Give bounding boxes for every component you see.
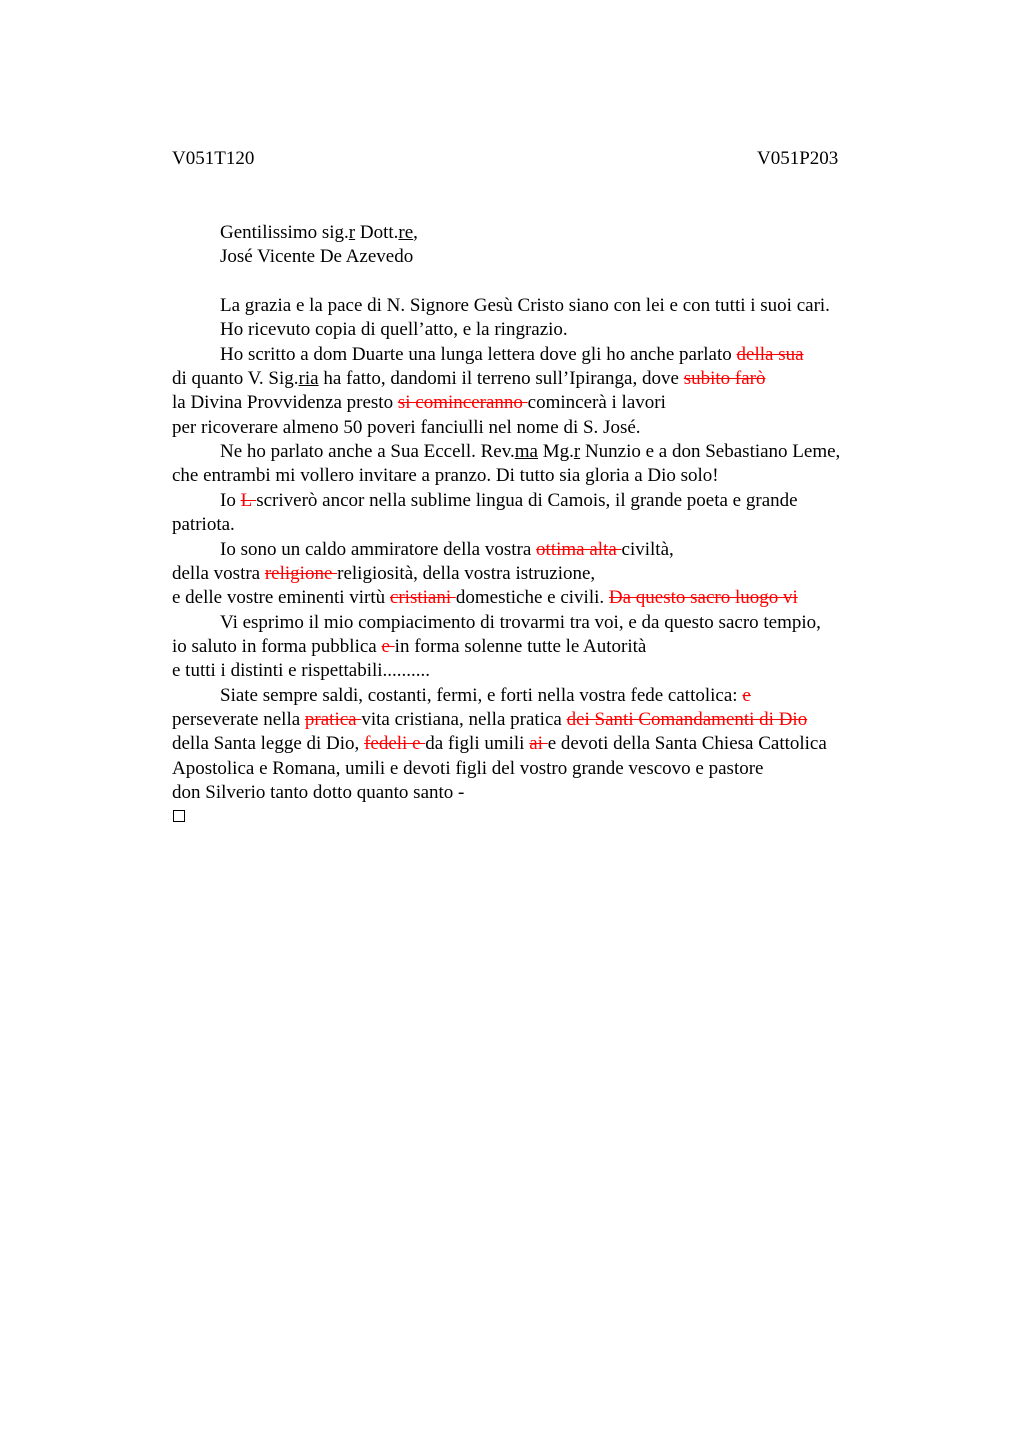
deleted-text: dei Santi Comandamenti di Dio <box>566 708 808 730</box>
text-segment: religiosità, della vostra istruzione, <box>337 562 596 584</box>
text-segment: Siate sempre saldi, costanti, fermi, e forti nella vostra fede cattolica: <box>220 684 743 706</box>
text-line <box>172 563 595 585</box>
text-segment: e devoti della Santa Chiesa Cattolica <box>547 733 827 755</box>
text-segment: patriota. <box>172 514 235 536</box>
text-line <box>220 344 804 366</box>
text-segment: che entrambi mi vollero invitare a pranzo. Di tutto sia gloria a Dio solo! <box>172 465 719 487</box>
text-segment: ha fatto, dandomi il terreno sull’Ipiranga, dove <box>318 368 684 390</box>
text-segment: Io sono un caldo ammiratore della vostra <box>220 538 537 560</box>
text-segment: Ho scritto a dom Duarte una lunga lettera dove gli ho anche parlato <box>220 343 737 365</box>
text-segment: della Santa legge di Dio, <box>172 733 365 755</box>
underlined-abbreviation: ria <box>298 368 319 390</box>
text-segment: per ricoverare almeno 50 poveri fanciulli nel nome di S. José. <box>172 416 641 438</box>
deleted-text: ottima alta <box>536 538 622 560</box>
deleted-text: ai <box>529 733 548 755</box>
addressee-name: José Vicente De Azevedo <box>220 246 414 267</box>
deleted-text: e <box>742 684 751 706</box>
document-code-left: V051T120 <box>172 148 255 169</box>
text-line <box>220 295 830 317</box>
text-line <box>172 392 666 414</box>
deleted-text: religione <box>264 562 338 584</box>
deleted-text: cristiani <box>389 587 456 609</box>
text-segment: Ne ho parlato anche a Sua Eccell. Rev. <box>220 441 515 463</box>
text-segment: domestiche e civili. <box>455 587 609 609</box>
text-segment: Io <box>220 489 241 511</box>
text-segment: io saluto in forma pubblica <box>172 635 382 657</box>
text-segment: e delle vostre eminenti virtù <box>172 587 390 609</box>
text-line <box>220 539 674 561</box>
text-line <box>172 733 827 755</box>
text-segment: civiltà, <box>621 538 674 560</box>
text-segment: e tutti i distinti e rispettabili.......... <box>172 660 431 682</box>
deleted-text: Da questo sacro luogo vi <box>608 587 798 609</box>
text-segment: in forma solenne tutte le Autorità <box>394 635 647 657</box>
text-line <box>172 368 765 390</box>
text-segment: della vostra <box>172 562 265 584</box>
deleted-text: della sua <box>736 343 804 365</box>
text-line <box>172 660 430 682</box>
end-marker-box <box>173 810 185 822</box>
text-line <box>220 490 798 512</box>
deleted-text: subito farò <box>683 368 766 390</box>
text-line <box>172 465 719 487</box>
text-line <box>220 319 568 341</box>
text-line <box>172 758 764 780</box>
salutation-line: Gentilissimo sig.r Dott.re, <box>220 222 418 243</box>
text-line <box>172 417 641 439</box>
text-line <box>220 612 821 634</box>
deleted-text: e <box>381 635 395 657</box>
underlined-abbreviation: r <box>573 441 581 463</box>
text-segment: La grazia e la pace di N. Signore Gesù Cristo siano con lei e con tutti i suoi cari. <box>220 295 830 316</box>
text-segment: la Divina Provvidenza presto <box>172 392 398 414</box>
text-line <box>172 514 235 536</box>
text-segment: di quanto V. Sig. <box>172 368 299 390</box>
text-segment: Vi esprimo il mio compiacimento di trovarmi tra voi, e da questo sacro tempio, <box>220 611 821 633</box>
text-line <box>172 709 807 731</box>
text-line <box>220 441 840 463</box>
text-segment: perseverate nella <box>172 708 305 730</box>
text-line <box>172 636 646 658</box>
text-line <box>220 685 751 707</box>
text-segment: comincerà i lavori <box>527 392 666 414</box>
text-segment: scriverò ancor nella sublime lingua di Camois, il grande poeta e grande <box>256 489 798 511</box>
text-line <box>172 782 464 804</box>
deleted-text: L <box>240 489 257 511</box>
text-segment: don Silverio tanto dotto quanto santo - <box>172 782 465 803</box>
text-line <box>172 587 798 609</box>
text-segment: Ho ricevuto copia di quell’atto, e la ringrazio. <box>220 319 568 341</box>
underlined-abbreviation: ma <box>514 441 538 463</box>
deleted-text: si cominceranno <box>397 392 528 414</box>
text-segment: Mg. <box>537 441 574 463</box>
deleted-text: fedeli e <box>364 733 426 755</box>
deleted-text: pratica <box>304 708 362 730</box>
text-segment: Nunzio e a don Sebastiano Leme, <box>580 441 841 463</box>
text-segment: da figli umili <box>425 733 530 755</box>
text-segment: Apostolica e Romana, umili e devoti figli del vostro grande vescovo e pastore <box>172 757 764 779</box>
document-code-right: V051P203 <box>757 148 839 169</box>
text-segment: vita cristiana, nella pratica <box>361 708 567 730</box>
